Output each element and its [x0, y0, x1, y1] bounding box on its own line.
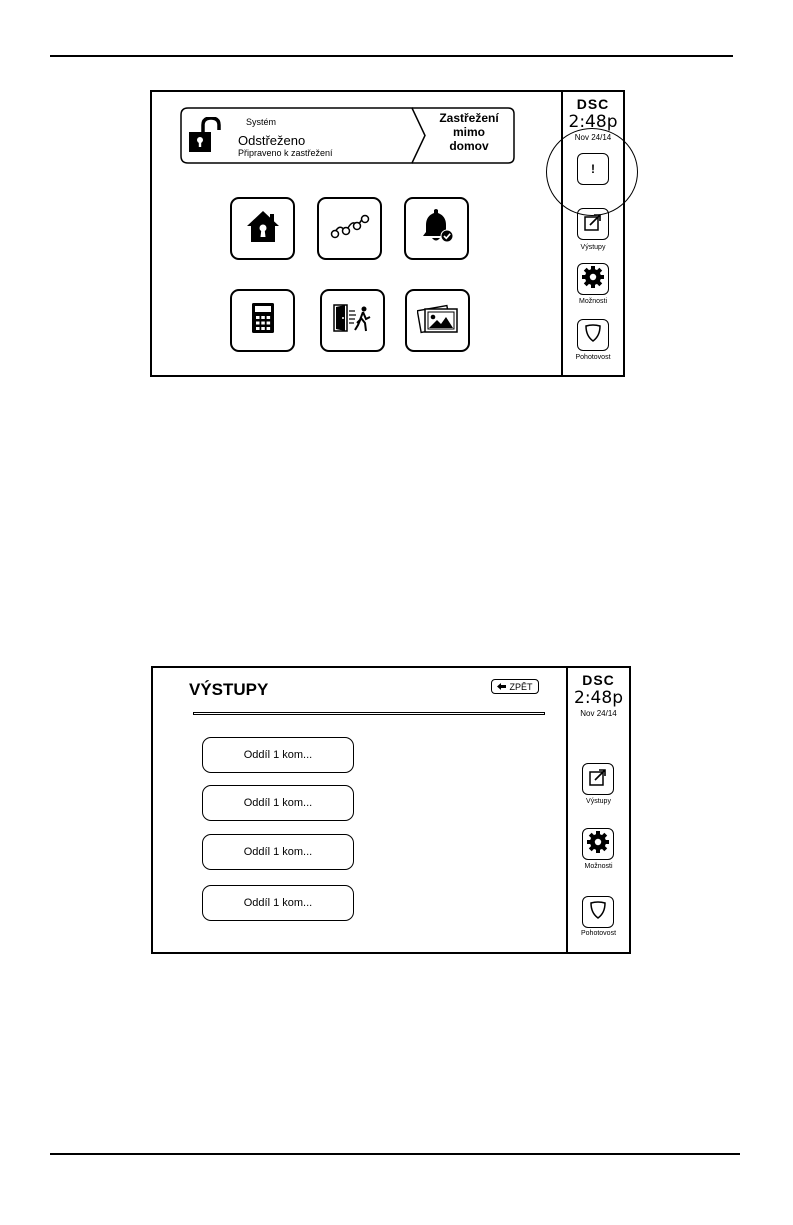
emergency-label: Pohotovost — [575, 354, 611, 361]
sidebar — [566, 668, 629, 952]
exclamation-icon: ! — [591, 162, 595, 176]
output-button[interactable]: Oddíl 1 kom... — [202, 885, 354, 921]
output-button[interactable]: Oddíl 1 kom... — [202, 737, 354, 773]
home-tile[interactable] — [230, 197, 295, 260]
shield-icon — [589, 900, 607, 925]
title-divider — [193, 712, 545, 715]
clock-date: Nov 24/14 — [574, 133, 612, 142]
photos-icon — [417, 302, 459, 339]
emergency-label: Pohotovost — [580, 930, 617, 937]
system-label: Systém — [246, 117, 277, 127]
back-button[interactable] — [491, 679, 539, 694]
output-button[interactable]: Oddíl 1 kom... — [202, 834, 354, 870]
exit-delay-tile[interactable] — [320, 289, 385, 352]
clock-date: Nov 24/14 — [580, 709, 617, 718]
back-label: ZPĚT — [509, 681, 533, 692]
emergency-button[interactable] — [577, 319, 609, 351]
options-label: Možnosti — [578, 298, 607, 305]
outputs-label: Výstupy — [580, 244, 606, 251]
alarms-tile[interactable] — [404, 197, 469, 260]
output-button[interactable]: Oddíl 1 kom... — [202, 785, 354, 821]
home-lock-icon — [245, 209, 281, 248]
system-substate: Připraveno k zastřežení — [238, 148, 333, 158]
outputs-screen — [151, 666, 631, 954]
outputs-label: Výstupy — [586, 798, 611, 805]
options-button[interactable] — [582, 828, 614, 860]
page-title: VÝSTUPY — [189, 680, 269, 699]
outputs-button[interactable] — [582, 763, 614, 795]
brand-logo: DSC — [582, 672, 615, 688]
home-screen — [150, 90, 625, 377]
keypad-icon — [252, 303, 274, 338]
options-button[interactable] — [577, 263, 609, 295]
photos-tile[interactable] — [405, 289, 470, 352]
gear-icon — [587, 831, 609, 858]
system-status-panel — [180, 107, 515, 164]
zones-icon — [330, 211, 370, 246]
exit-door-icon — [333, 303, 373, 338]
clock-time: 2:48p — [574, 688, 623, 708]
arm-away-button[interactable]: Zastřežení mimo domov — [439, 111, 499, 153]
keypad-tile[interactable] — [230, 289, 295, 352]
alarm-bell-icon — [418, 207, 456, 250]
shield-icon — [584, 323, 602, 348]
options-label: Možnosti — [584, 863, 613, 870]
output-icon — [588, 767, 608, 792]
page-bottom-rule — [50, 1153, 740, 1155]
system-state: Odstřeženo — [238, 133, 306, 148]
arrow-left-icon — [497, 682, 506, 692]
emergency-button[interactable] — [582, 896, 614, 928]
gear-icon — [582, 266, 604, 293]
page-top-rule — [50, 55, 733, 57]
brand-logo: DSC — [576, 96, 610, 112]
callout-circle — [546, 128, 638, 216]
clock-time: 2:48p — [568, 112, 618, 132]
zones-tile[interactable] — [317, 197, 382, 260]
